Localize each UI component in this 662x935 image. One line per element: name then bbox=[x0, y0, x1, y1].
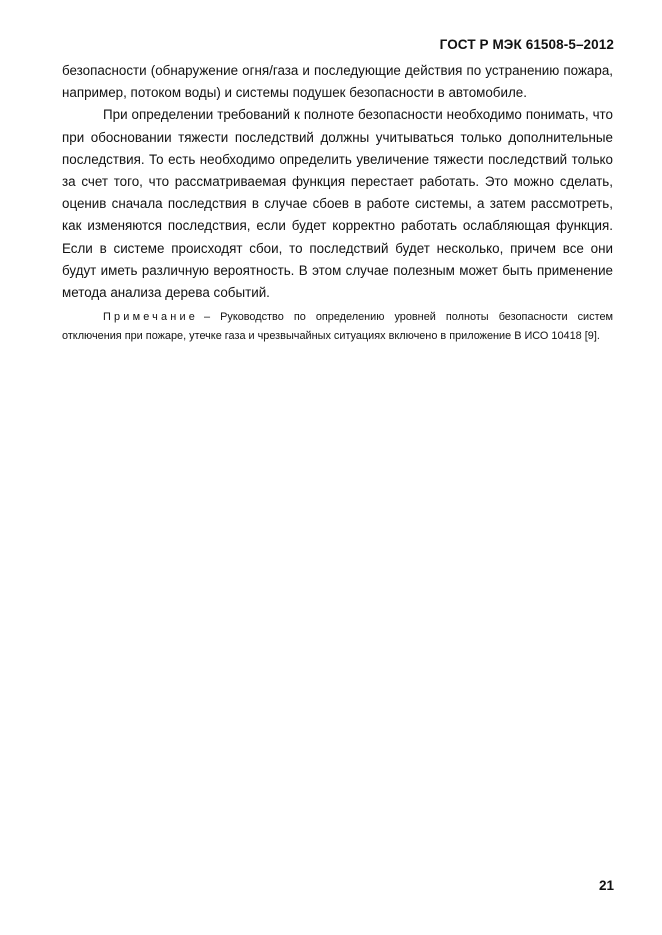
paragraph-continuation: безопасности (обнаружение огня/газа и последующие действия по устранению пожара, например, потоком воды) и системы подушек безопасности в автомобиле. bbox=[62, 63, 613, 101]
paragraph-requirements: При определении требований к полноте безопасности необходимо понимать, что при обосновании тяжести последствий должны учитываться только дополнительные последствия. То есть необходимо определить увеличение тяжести последствий только за счет того, что рассматриваемая функция перестает работать. Это можно сделать, оценив сначала последствия в случае сбоев в работе системы, а затем рассмотреть, как изменяются последствия, если будет корректно работать ослабляющая функция. Если в системе происходят сбои, то последствий будет несколько, причем все они будут иметь различную вероятность. В этом случае полезным может быть применение метода анализа дерева событий. bbox=[62, 107, 613, 301]
document-standard-header: ГОСТ Р МЭК 61508-5–2012 bbox=[439, 37, 614, 52]
note-dash: – bbox=[204, 311, 211, 324]
note-text: Руководство по определению уровней полноты безопасности систем отключения при пожаре, утечке газа и чрезвычайных ситуациях включено в приложение В ИСО 10418 [9]. bbox=[62, 311, 613, 343]
page-body bbox=[62, 60, 613, 346]
note-label: Примечание bbox=[103, 311, 199, 324]
note-block bbox=[62, 308, 613, 346]
page-number: 21 bbox=[598, 878, 614, 893]
